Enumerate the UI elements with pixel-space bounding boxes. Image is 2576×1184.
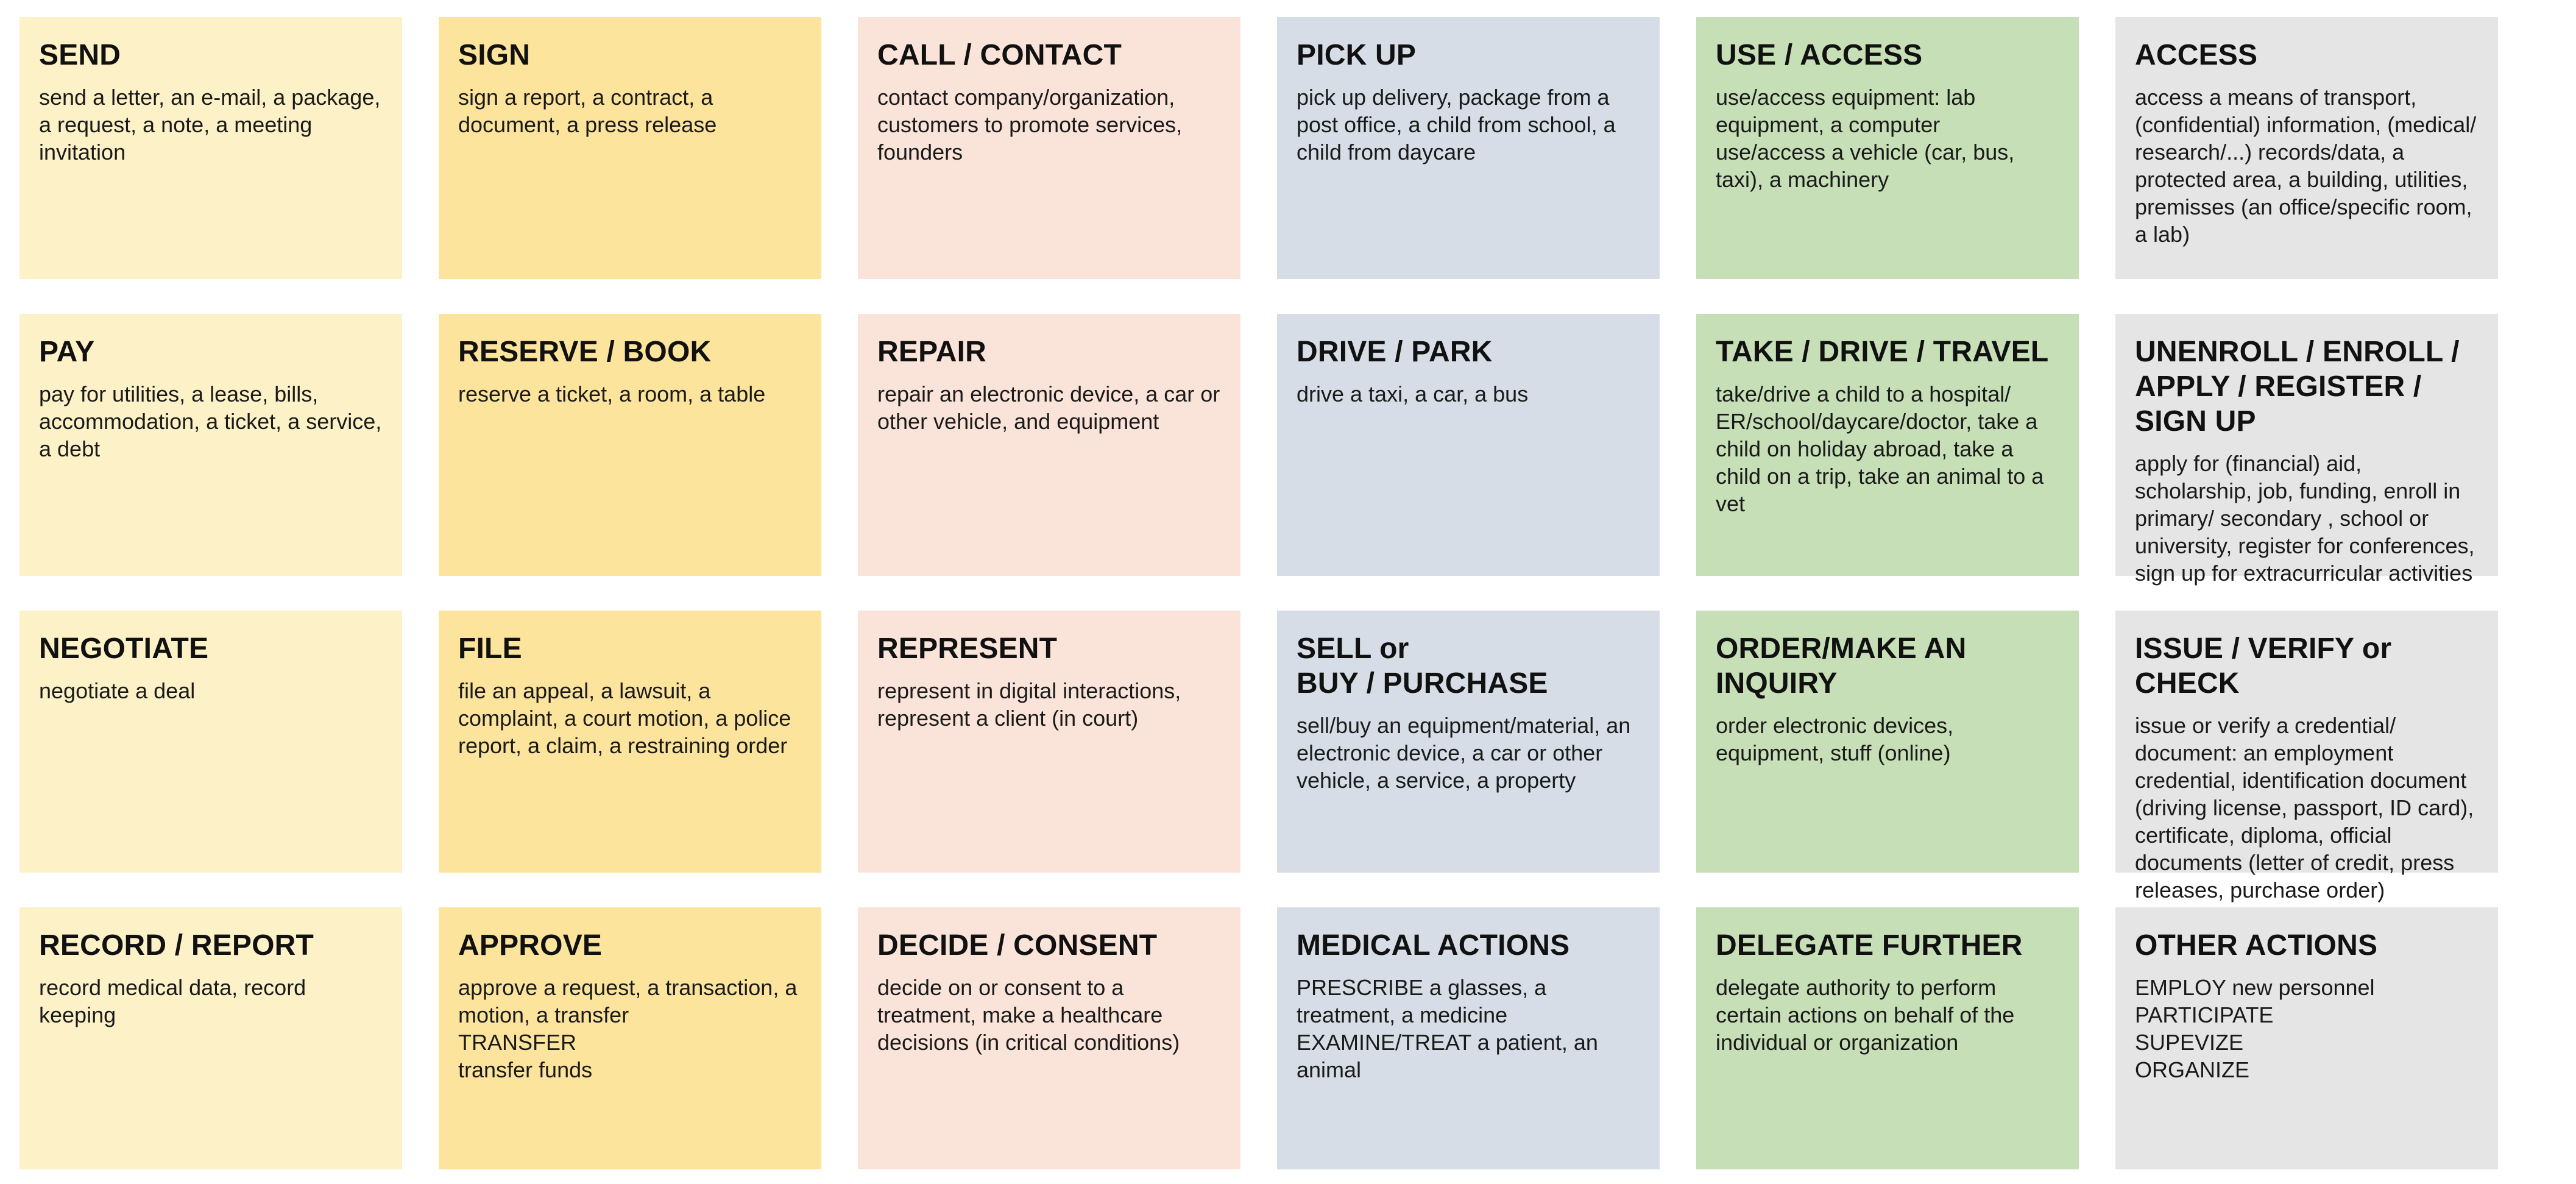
card-description: record medical data, record keeping <box>39 975 306 1027</box>
card-description: contact company/organization, customers to promote services, founders <box>877 85 1183 165</box>
card-description: issue or verify a credential/ document: an employment credential, identification document (driving license, passport, ID card), certificate, diploma, official documents (letter of credit, press releases, purchase order) <box>2135 713 2474 902</box>
card-represent <box>858 611 1240 873</box>
card-description: order electronic devices, equipment, stuff (online) <box>1716 713 1954 765</box>
card-other-actions <box>2115 907 2498 1169</box>
card-record-report <box>19 907 402 1169</box>
card-medical-actions <box>1277 907 1660 1169</box>
card-title: REPRESENT <box>877 633 1058 665</box>
card-title: NEGOTIATE <box>39 633 209 665</box>
card-negotiate <box>19 611 402 873</box>
card-description: drive a taxi, a car, a bus <box>1297 381 1529 406</box>
card-sell-buy <box>1277 611 1660 873</box>
action-card-grid <box>19 17 2498 1169</box>
card-title: UNENROLL / ENROLL / APPLY / REGISTER / SIGN UP <box>2135 336 2460 438</box>
card-title: OTHER ACTIONS <box>2135 929 2378 962</box>
card-description: pick up delivery, package from a post office, a child from school, a child from daycare <box>1297 85 1616 165</box>
card-title: ISSUE / VERIFY or CHECK <box>2135 633 2392 700</box>
card-description: represent in digital interactions, represent a client (in court) <box>877 678 1181 731</box>
card-title: USE / ACCESS <box>1716 39 1923 71</box>
card-enroll-register <box>2115 314 2498 586</box>
card-description: EMPLOY new personnel PARTICIPATE SUPEVIZE ORGANIZE <box>2135 975 2375 1082</box>
card-description: approve a request, a transaction, a motion, a transfer TRANSFER transfer funds <box>458 975 798 1082</box>
card-title: CALL / CONTACT <box>877 39 1122 71</box>
card-title: DELEGATE FURTHER <box>1716 929 2023 962</box>
card-description: apply for (financial) aid, scholarship, job, funding, enroll in primary/ secondary , school or university, register for conferences, sign up for extracurricular activities <box>2135 451 2475 586</box>
card-title: ORDER/MAKE AN INQUIRY <box>1716 633 1967 700</box>
card-title: DRIVE / PARK <box>1297 336 1493 368</box>
card-description: decide on or consent to a treatment, make a healthcare decisions (in critical conditions) <box>877 975 1180 1055</box>
card-description: negotiate a deal <box>39 678 196 703</box>
card-use-access <box>1696 17 2079 279</box>
card-description: take/drive a child to a hospital/ ER/school/daycare/doctor, take a child on holiday abroad, take a child on a trip, take an animal to a vet <box>1716 381 2044 516</box>
card-title: APPROVE <box>458 929 603 962</box>
card-take-drive-travel <box>1696 314 2079 576</box>
card-title: RESERVE / BOOK <box>458 336 712 368</box>
card-description: pay for utilities, a lease, bills, accommodation, a ticket, a service, a debt <box>39 381 382 461</box>
card-description: repair an electronic device, a car or other vehicle, and equipment <box>877 381 1220 434</box>
card-description: file an appeal, a lawsuit, a complaint, a court motion, a police report, a claim, a restraining order <box>458 678 791 758</box>
card-description: use/access equipment: lab equipment, a computer use/access a vehicle (car, bus, taxi), a machinery <box>1716 85 2015 192</box>
card-repair <box>858 314 1240 576</box>
card-title: ACCESS <box>2135 39 2258 71</box>
card-description: sell/buy an equipment/material, an electronic device, a car or other vehicle, a service, a property <box>1297 713 1631 793</box>
card-description: sign a report, a contract, a document, a press release <box>458 85 717 137</box>
card-reserve-book <box>439 314 821 576</box>
card-title: TAKE / DRIVE / TRAVEL <box>1716 336 2049 368</box>
card-pick-up <box>1277 17 1660 279</box>
card-title: SELL or BUY / PURCHASE <box>1297 633 1548 700</box>
card-drive-park <box>1277 314 1660 576</box>
card-title: PICK UP <box>1297 39 1417 71</box>
card-title: DECIDE / CONSENT <box>877 929 1158 962</box>
card-call-contact <box>858 17 1240 279</box>
card-title: PAY <box>39 336 95 368</box>
card-title: MEDICAL ACTIONS <box>1297 929 1570 962</box>
card-description: access a means of transport, (confidential) information, (medical/ research/...) records/data, a protected area, a building, utilities, premisses (an office/specific room, a lab) <box>2135 85 2477 247</box>
card-decide-consent <box>858 907 1240 1169</box>
card-order-inquiry <box>1696 611 2079 873</box>
card-access <box>2115 17 2498 279</box>
card-title: SIGN <box>458 39 531 71</box>
card-description: send a letter, an e-mail, a package, a request, a note, a meeting invitation <box>39 85 381 165</box>
card-approve <box>439 907 821 1169</box>
card-sign <box>439 17 821 279</box>
card-title: REPAIR <box>877 336 986 368</box>
card-title: RECORD / REPORT <box>39 929 314 962</box>
card-delegate-further <box>1696 907 2079 1169</box>
card-description: delegate authority to perform certain actions on behalf of the individual or organization <box>1716 975 2015 1055</box>
card-description: PRESCRIBE a glasses, a treatment, a medicine EXAMINE/TREAT a patient, an animal <box>1297 975 1598 1082</box>
card-title: SEND <box>39 39 121 71</box>
card-pay <box>19 314 402 576</box>
card-file <box>439 611 821 873</box>
card-issue-verify <box>2115 611 2498 902</box>
card-description: reserve a ticket, a room, a table <box>458 381 766 406</box>
card-send <box>19 17 402 279</box>
card-title: FILE <box>458 633 522 665</box>
